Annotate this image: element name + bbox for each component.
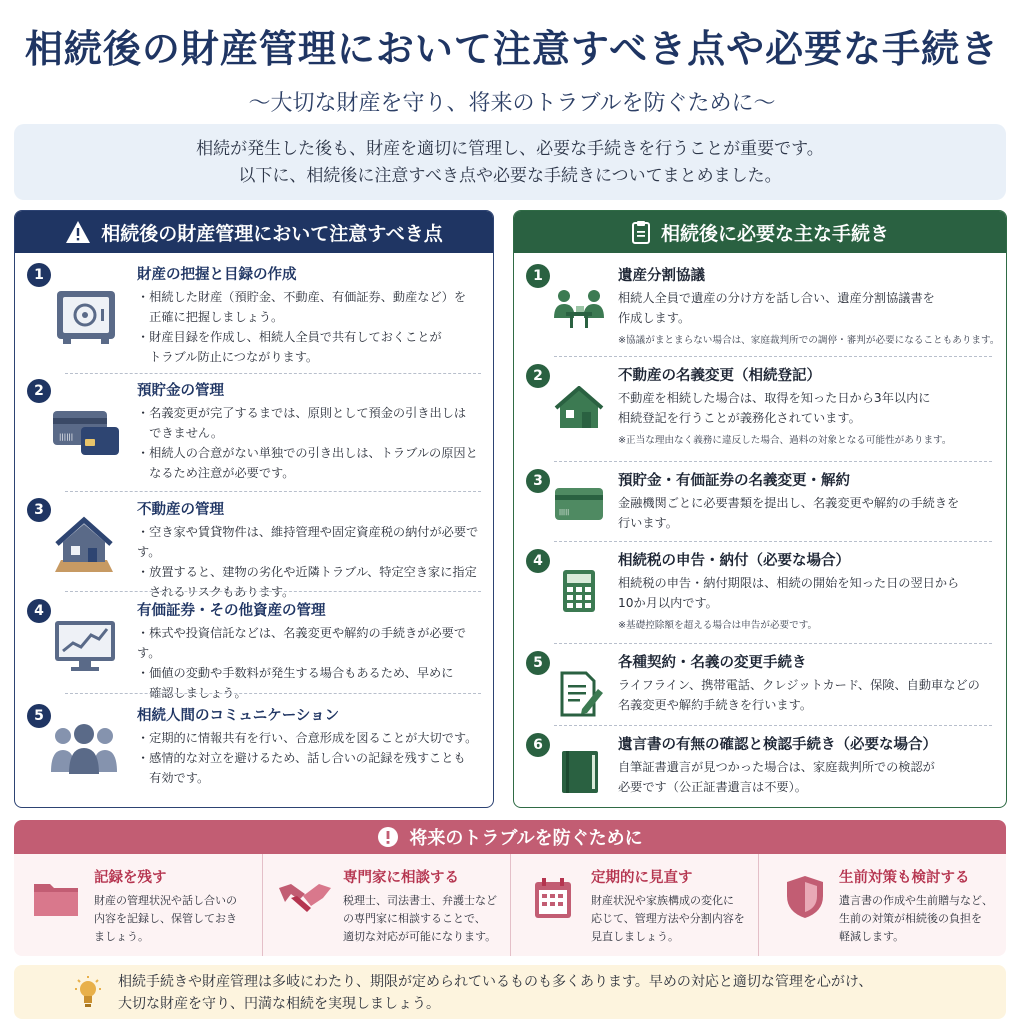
item-heading: 各種契約・名義の変更手続き bbox=[618, 655, 807, 671]
prevention-card-body bbox=[94, 892, 256, 946]
divider bbox=[554, 461, 992, 462]
prevention-card-heading: 定期的に見直す bbox=[591, 870, 693, 886]
divider bbox=[65, 373, 481, 374]
item-number: 4 bbox=[27, 599, 51, 623]
divider bbox=[65, 693, 481, 694]
document-pen-icon bbox=[560, 671, 604, 717]
house-icon bbox=[51, 516, 117, 578]
item-number: 1 bbox=[526, 264, 550, 288]
body-line: 金融機関ごとに必要書類を提出し、名義変更や解約の手続きを bbox=[618, 496, 960, 510]
body-line: ・財産目録を作成し、相続人全員で共有しておくことが bbox=[137, 330, 442, 344]
prevention-card-body bbox=[839, 892, 1001, 946]
prevention-card-body bbox=[343, 892, 505, 946]
body-line: ・相続人の合意がない単独での引き出しは、トラブルの原因と bbox=[137, 446, 478, 460]
item-note: ※基礎控除額を超える場合は申告が必要です。 bbox=[618, 620, 818, 631]
body-line: 内容を記録し、保管しておき bbox=[94, 912, 237, 925]
body-line: 生前の対策が相続後の負担を bbox=[839, 912, 982, 925]
body-line: 適切な対応が可能になります。 bbox=[343, 930, 497, 943]
body-line: できません。 bbox=[137, 426, 224, 440]
footer-note bbox=[14, 965, 1006, 1019]
body-line: なるため注意が必要です。 bbox=[137, 466, 295, 480]
caution-panel bbox=[14, 210, 494, 808]
body-line: 税理士、司法書士、弁護士など bbox=[343, 894, 497, 907]
item-heading: 預貯金・有価証券の名義変更・解約 bbox=[618, 473, 850, 489]
prevention-card-heading: 生前対策も検討する bbox=[839, 870, 970, 886]
body-line: ・空き家や賃貸物件は、維持管理や固定資産税の納付が必要です。 bbox=[137, 525, 479, 559]
body-line: の専門家に相談することで、 bbox=[343, 912, 486, 925]
body-line: ・相続した財産（預貯金、不動産、有価証券、動産など）を bbox=[137, 290, 467, 304]
item-heading: 預貯金の管理 bbox=[137, 383, 224, 399]
item-number: 3 bbox=[27, 498, 51, 522]
body-line: 正確に把握しましょう。 bbox=[137, 310, 284, 324]
item-number: 1 bbox=[27, 263, 51, 287]
body-line: 不動産を相続した場合は、取得を知った日から3年以内に bbox=[618, 391, 931, 405]
bank-card-icon bbox=[51, 409, 121, 459]
intro-line-1: 相続が発生した後も、財産を適切に管理し、必要な手続きを行うことが重要です。 bbox=[196, 139, 824, 159]
item-number: 3 bbox=[526, 469, 550, 493]
procedures-panel-title: 相続後に必要な主な手続き bbox=[660, 222, 889, 245]
prevention-card bbox=[262, 854, 510, 956]
body-line: ・株式や投資信託などは、名義変更や解約の手続きが必要です。 bbox=[137, 626, 467, 660]
divider bbox=[554, 725, 992, 726]
body-line: 応じて、管理方法や分割内容を bbox=[591, 912, 745, 925]
item-note: ※協議がまとまらない場合は、家庭裁判所での調停・審判が必要になることもあります。 bbox=[618, 335, 1000, 346]
footer-line-2: 大切な財産を守り、円満な相続を実現しましょう。 bbox=[118, 996, 440, 1012]
body-line: 10か月以内です。 bbox=[618, 596, 718, 610]
body-line: ・放置すると、建物の劣化や近隣トラブル、特定空き家に指定 bbox=[137, 565, 477, 579]
home-icon bbox=[554, 386, 604, 430]
prevention-title: 将来のトラブルを防ぐために bbox=[409, 828, 643, 849]
book-icon bbox=[560, 749, 600, 795]
handshake-icon bbox=[277, 878, 333, 918]
item-number: 6 bbox=[526, 733, 550, 757]
prevention-header bbox=[14, 820, 1006, 854]
footer-text bbox=[118, 971, 998, 1015]
prevention-card-body bbox=[591, 892, 753, 946]
item-heading: 財産の把握と目録の作成 bbox=[137, 267, 297, 283]
caution-panel-title: 相続後の財産管理において注意すべき点 bbox=[101, 222, 443, 245]
prevention-card bbox=[758, 854, 1006, 956]
body-line: 軽減します。 bbox=[839, 930, 905, 943]
item-number: 2 bbox=[526, 364, 550, 388]
prevention-card-heading: 専門家に相談する bbox=[343, 870, 459, 886]
shield-icon bbox=[785, 874, 825, 920]
prevention-card bbox=[510, 854, 758, 956]
body-line: ・価値の変動や手数料が発生する場合もあるため、早めに bbox=[137, 666, 454, 680]
body-line: 必要です（公正証書遺言は不要）。 bbox=[618, 780, 807, 794]
stock-chart-icon bbox=[53, 619, 117, 673]
body-line: 確認しましょう。 bbox=[137, 686, 247, 700]
safe-icon bbox=[55, 289, 117, 345]
procedures-panel-header bbox=[514, 211, 1006, 253]
footer-line-1: 相続手続きや財産管理は多岐にわたり、期限が定められているものも多くあります。早めの対応と適切な管理を心がけ、 bbox=[118, 974, 873, 990]
item-body bbox=[137, 287, 489, 367]
calculator-icon bbox=[562, 569, 596, 613]
item-note: ※正当な理由なく義務に違反した場合、過料の対象となる可能性があります。 bbox=[618, 435, 952, 446]
item-body bbox=[137, 522, 489, 602]
folder-icon bbox=[32, 878, 80, 918]
divider bbox=[554, 356, 992, 357]
item-heading: 相続税の申告・納付（必要な場合） bbox=[618, 553, 850, 569]
body-line: 有効です。 bbox=[137, 771, 210, 785]
item-body bbox=[618, 388, 998, 428]
item-number: 5 bbox=[526, 651, 550, 675]
svg-text:|||||: ||||| bbox=[559, 509, 570, 516]
body-line: 見直しましょう。 bbox=[591, 930, 679, 943]
body-line: トラブル防止につながります。 bbox=[137, 350, 319, 364]
caution-panel-header bbox=[15, 211, 493, 253]
card-icon bbox=[554, 487, 604, 521]
calendar-icon bbox=[533, 876, 573, 920]
svg-text:||||||: |||||| bbox=[59, 433, 74, 441]
clipboard-icon bbox=[631, 220, 651, 244]
item-heading: 不動産の名義変更（相続登記） bbox=[618, 368, 821, 384]
page-title: 相続後の財産管理において注意すべき点や必要な手続き bbox=[24, 26, 1000, 71]
people-icon bbox=[49, 722, 119, 776]
body-line: されるリスクもあります。 bbox=[137, 585, 295, 599]
body-line: ・感情的な対立を避けるため、話し合いの記録を残すことも bbox=[137, 751, 466, 765]
item-number: 2 bbox=[27, 379, 51, 403]
prevention-card-heading: 記録を残す bbox=[94, 870, 167, 886]
lightbulb-icon bbox=[72, 975, 104, 1011]
item-body bbox=[137, 728, 489, 788]
item-number: 4 bbox=[526, 549, 550, 573]
item-number: 5 bbox=[27, 704, 51, 728]
body-line: 自筆証書遺言が見つかった場合は、家庭裁判所での検認が bbox=[618, 760, 935, 774]
body-line: ましょう。 bbox=[94, 930, 149, 943]
item-heading: 有価証券・その他資産の管理 bbox=[137, 603, 326, 619]
body-line: 財産状況や家族構成の変化に bbox=[591, 894, 734, 907]
item-body bbox=[618, 675, 998, 715]
warning-icon bbox=[65, 220, 91, 244]
body-line: ・名義変更が完了するまでは、原則として預金の引き出しは bbox=[137, 406, 467, 420]
item-heading: 遺産分割協議 bbox=[618, 268, 705, 284]
item-heading: 相続人間のコミュニケーション bbox=[137, 708, 340, 724]
body-line: ライフライン、携帯電話、クレジットカード、保険、自動車などの bbox=[618, 678, 980, 692]
intro-line-2: 以下に、相続後に注意すべき点や必要な手続きについてまとめました。 bbox=[238, 166, 782, 186]
item-body bbox=[618, 288, 998, 328]
body-line: 相続登記を行うことが義務化されています。 bbox=[618, 411, 861, 425]
item-body bbox=[618, 493, 998, 533]
body-line: 作成します。 bbox=[618, 311, 691, 325]
intro-box bbox=[14, 124, 1006, 200]
body-line: 行います。 bbox=[618, 516, 678, 530]
item-body bbox=[137, 403, 489, 483]
body-line: 相続人全員で遺産の分け方を話し合い、遺産分割協議書を bbox=[618, 291, 935, 305]
divider bbox=[554, 541, 992, 542]
divider bbox=[554, 643, 992, 644]
body-line: 名義変更や解約手続きを行います。 bbox=[618, 698, 813, 712]
item-body bbox=[618, 757, 998, 797]
body-line: ・定期的に情報共有を行い、合意形成を図ることが大切です。 bbox=[137, 731, 478, 745]
divider bbox=[65, 591, 481, 592]
prevention-card bbox=[14, 854, 262, 956]
item-body bbox=[618, 573, 998, 613]
body-line: 遺言書の作成や生前贈与など、 bbox=[839, 894, 993, 907]
divider bbox=[65, 491, 481, 492]
item-heading: 遺言書の有無の確認と検認手続き（必要な場合） bbox=[618, 737, 937, 753]
item-body bbox=[137, 623, 489, 703]
meeting-icon bbox=[552, 288, 606, 330]
page-subtitle: 〜大切な財産を守り、将来のトラブルを防ぐために〜 bbox=[248, 91, 776, 116]
body-line: 財産の管理状況や話し合いの bbox=[94, 894, 237, 907]
procedures-panel bbox=[513, 210, 1007, 808]
exclamation-icon bbox=[377, 826, 399, 848]
item-heading: 不動産の管理 bbox=[137, 502, 224, 518]
body-line: 相続税の申告・納付期限は、相続の開始を知った日の翌日から bbox=[618, 576, 960, 590]
prevention-section bbox=[14, 820, 1006, 956]
